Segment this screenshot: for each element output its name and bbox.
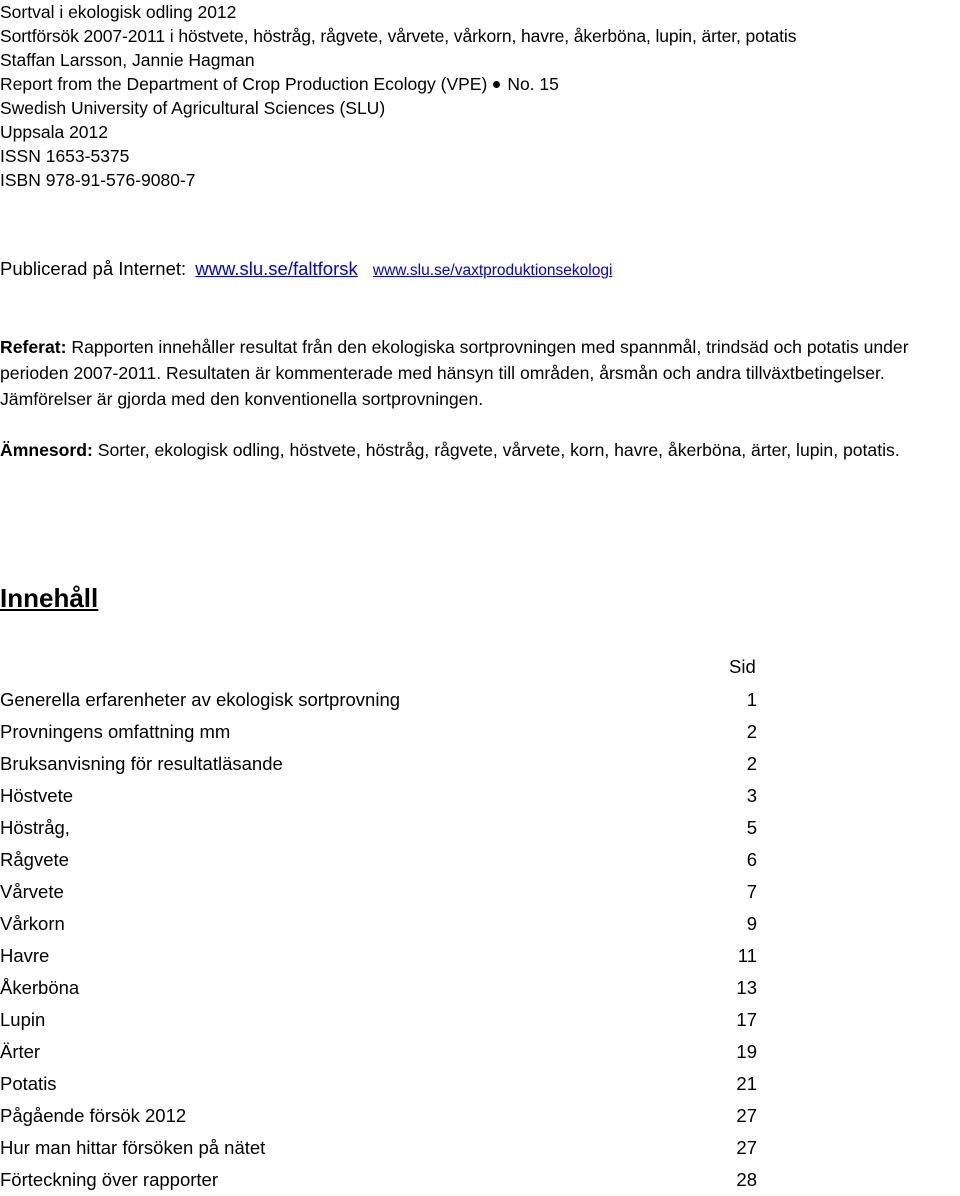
- toc-entry-page: 9: [746, 913, 757, 934]
- toc-entry-label: Generella erfarenheter av ekologisk sortprovning: [0, 689, 401, 710]
- toc-row: [0, 844, 760, 876]
- toc-entry-label: Höstråg,: [0, 817, 70, 838]
- toc-row: [0, 1068, 760, 1100]
- toc-row: [0, 972, 760, 1004]
- published-label: Publicerad på Internet:: [0, 258, 187, 279]
- toc-entry-page: 1: [746, 689, 757, 710]
- report-header: [0, 0, 960, 192]
- toc-row: [0, 1036, 760, 1068]
- keywords-label: Ämnesord:: [0, 440, 93, 460]
- report-title: Sortval i ekologisk odling 2012: [0, 2, 237, 22]
- vaxtproduktionsekologi-link[interactable]: www.slu.se/vaxtproduktionsekologi: [372, 262, 613, 279]
- toc-entry-page: 28: [736, 1169, 757, 1190]
- university-name: Swedish University of Agricultural Sciences (SLU): [0, 98, 386, 118]
- toc-row: [0, 1004, 760, 1036]
- toc-row: [0, 940, 760, 972]
- toc-entry-label: Lupin: [0, 1009, 46, 1030]
- toc-row: [0, 1164, 760, 1196]
- toc-row: [0, 716, 760, 748]
- toc-entry-page: 27: [736, 1137, 757, 1158]
- table-of-contents: [0, 684, 760, 1196]
- keywords-text: Sorter, ekologisk odling, höstvete, höstråg, rågvete, vårvete, korn, havre, åkerböna, ärter, lupin, potatis.: [92, 440, 900, 460]
- toc-entry-page: 3: [746, 785, 757, 806]
- toc-row: [0, 780, 760, 812]
- toc-entry-page: 17: [736, 1009, 757, 1030]
- toc-entry-page: 27: [736, 1105, 757, 1126]
- toc-entry-label: Provningens omfattning mm: [0, 721, 231, 742]
- toc-entry-label: Höstvete: [0, 785, 74, 806]
- abstract-paragraph: [0, 334, 960, 412]
- toc-entry-label: Potatis: [0, 1073, 57, 1094]
- toc-entry-page: 5: [746, 817, 757, 838]
- toc-entry-label: Vårvete: [0, 881, 64, 902]
- toc-entry-page: 6: [746, 849, 757, 870]
- toc-entry-label: Ärter: [0, 1041, 41, 1062]
- report-subtitle: Sortförsök 2007-2011 i höstvete, höstråg, rågvete, vårvete, vårkorn, havre, åkerböna, lupin, ärter, potatis: [0, 26, 797, 46]
- toc-entry-page: 7: [746, 881, 757, 902]
- place-year: Uppsala 2012: [0, 122, 108, 142]
- contents-heading: Innehåll: [0, 583, 99, 613]
- toc-entry-page: 19: [736, 1041, 757, 1062]
- toc-entry-label: Bruksanvisning för resultatläsande: [0, 753, 283, 774]
- toc-entry-label: Pågående försök 2012: [0, 1105, 187, 1126]
- issn: ISSN 1653-5375: [0, 146, 130, 166]
- faltforsk-link[interactable]: www.slu.se/faltforsk: [195, 258, 358, 279]
- toc-page-column-header: Sid: [729, 656, 756, 677]
- toc-row: [0, 812, 760, 844]
- published-line: [0, 258, 612, 280]
- abstract-text: Rapporten innehåller resultat från den ekologiska sortprovningen med spannmål, trindsäd och potatis under perioden 2007-2011. Resultaten är kommenterade med hänsyn till områden, årsmån och andra tillväxtbetingelser. Jämförelser är gjorda med den konventionella sortprovningen.: [0, 337, 909, 409]
- toc-row: [0, 1132, 760, 1164]
- toc-entry-page: 11: [737, 945, 757, 966]
- toc-row: [0, 1100, 760, 1132]
- toc-entry-label: Vårkorn: [0, 913, 65, 934]
- toc-row: [0, 748, 760, 780]
- toc-row: [0, 876, 760, 908]
- toc-entry-page: 13: [736, 977, 757, 998]
- toc-entry-label: Åkerböna: [0, 977, 80, 998]
- toc-entry-label: Havre: [0, 945, 50, 966]
- toc-entry-label: Förteckning över rapporter: [0, 1169, 218, 1190]
- report-authors: Staffan Larsson, Jannie Hagman: [0, 50, 255, 70]
- toc-row: [0, 684, 760, 716]
- bullet-icon: [493, 81, 500, 88]
- toc-row: [0, 908, 760, 940]
- report-number: No. 15: [507, 74, 559, 94]
- report-series: [0, 72, 960, 96]
- abstract-label: Referat:: [0, 337, 67, 357]
- isbn: ISBN 978-91-576-9080-7: [0, 170, 196, 190]
- report-series-prefix: Report from the Department of Crop Production Ecology (VPE): [0, 74, 488, 94]
- toc-entry-page: 2: [746, 721, 757, 742]
- toc-entry-label: Hur man hittar försöken på nätet: [0, 1137, 266, 1158]
- toc-entry-label: Rågvete: [0, 849, 69, 870]
- keywords-paragraph: [0, 437, 960, 463]
- toc-entry-page: 2: [746, 753, 757, 774]
- toc-entry-page: 21: [736, 1073, 757, 1094]
